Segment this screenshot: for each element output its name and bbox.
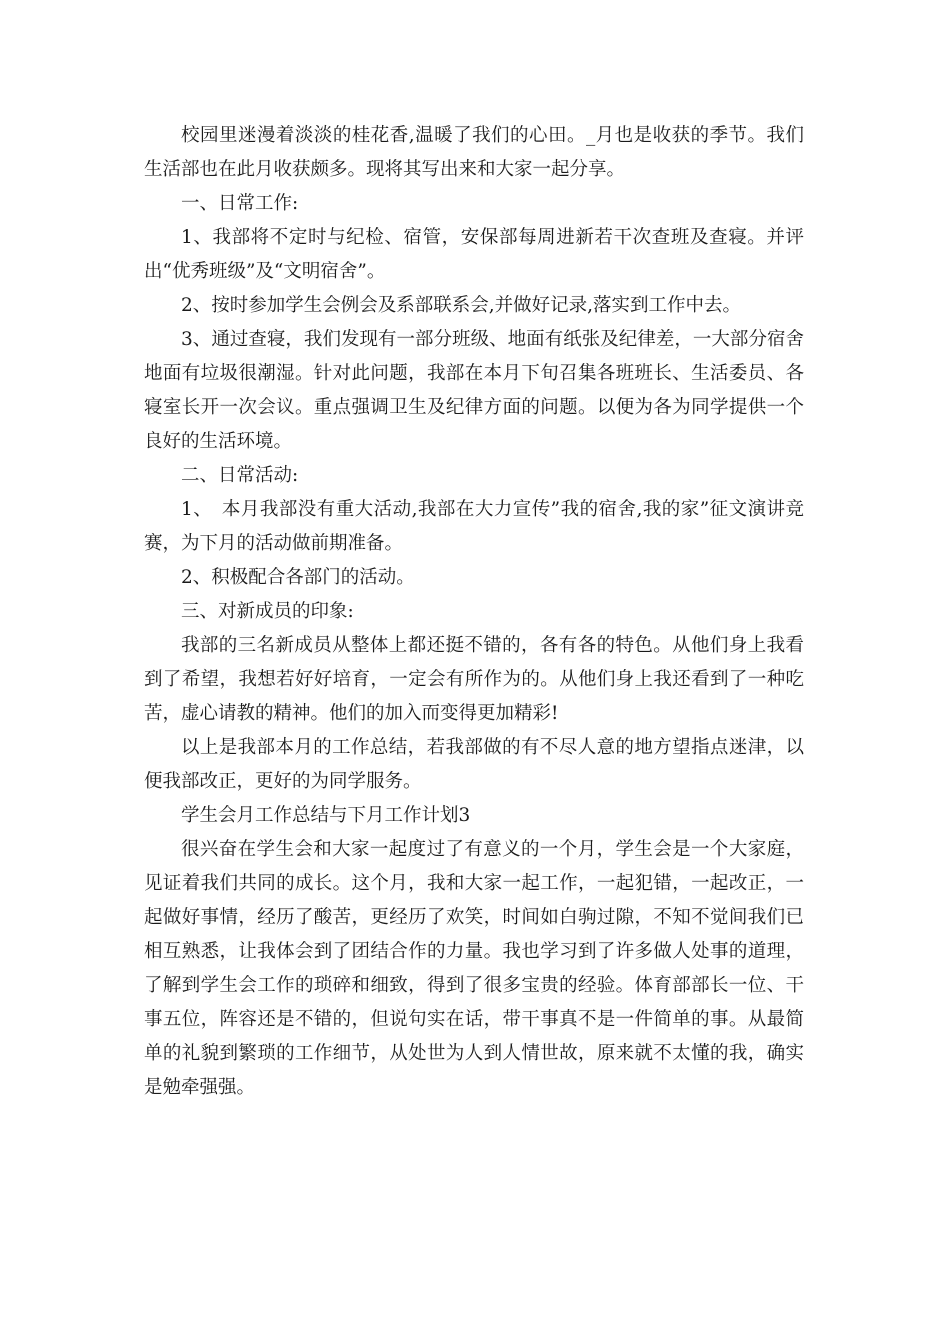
daily-work-item-1: 1、我部将不定时与纪检、宿管，安保部每周进新若干次查班及查寝。并评出“优秀班级”及“文明宿舍”。: [144, 227, 804, 282]
section-heading-daily-activities: 二、日常活动:: [181, 465, 299, 486]
article-title: 学生会月工作总结与下月工作计划3: [181, 805, 471, 826]
daily-work-item-2: 2、按时参加学生会例会及系部联系会,并做好记录,落实到工作中去。: [181, 295, 742, 316]
section-heading-daily-work: 一、日常工作:: [181, 193, 299, 214]
intro-paragraph: 校园里迷漫着淡淡的桂花香,温暖了我们的心田。_月也是收获的季节。我们生活部也在此月收获颇多。现将其写出来和大家一起分享。: [144, 125, 804, 180]
document-page: [144, 119, 804, 1105]
article-body-paragraph: 很兴奋在学生会和大家一起度过了有意义的一个月，学生会是一个大家庭，见证着我们共同的成长。这个月，我和大家一起工作，一起犯错，一起改正，一起做好事情，经历了酸苦，更经历了欢笑，时间如白驹过隙，不知不觉间我们已相互熟悉，让我体会到了团结合作的力量。我也学习到了许多做人处事的道理，了解到学生会工作的琐碎和细致，得到了很多宝贵的经验。体育部部长一位、干事五位，阵容还是不错的，但说句实在话，带干事真不是一件简单的事。从最简单的礼貌到繁琐的工作细节，从处世为人到人情世故，原来就不太懂的我，确实是勉牵强强。: [144, 839, 804, 1098]
new-members-paragraph: 我部的三名新成员从整体上都还挺不错的，各有各的特色。从他们身上我看到了希望，我想若好好培育，一定会有所作为的。从他们身上我还看到了一种吃苦，虚心请教的精神。他们的加入而变得更加精彩!: [144, 635, 804, 724]
daily-activity-item-1: 1、 本月我部没有重大活动,我部在大力宣传”我的宿舍,我的家”征文演讲竞赛，为下月的活动做前期准备。: [144, 499, 804, 554]
section-heading-new-members: 三、对新成员的印象:: [181, 601, 354, 622]
summary-paragraph: 以上是我部本月的工作总结，若我部做的有不尽人意的地方望指点迷津，以便我部改正，更好的为同学服务。: [144, 737, 804, 792]
daily-work-item-3: 3、通过查寝，我们发现有一部分班级、地面有纸张及纪律差，一大部分宿舍地面有垃圾很潮湿。针对此问题，我部在本月下旬召集各班班长、生活委员、各寝室长开一次会议。重点强调卫生及纪律方面的问题。以便为各为同学提供一个良好的生活环境。: [144, 329, 804, 452]
daily-activity-item-2: 2、积极配合各部门的活动。: [181, 567, 415, 588]
